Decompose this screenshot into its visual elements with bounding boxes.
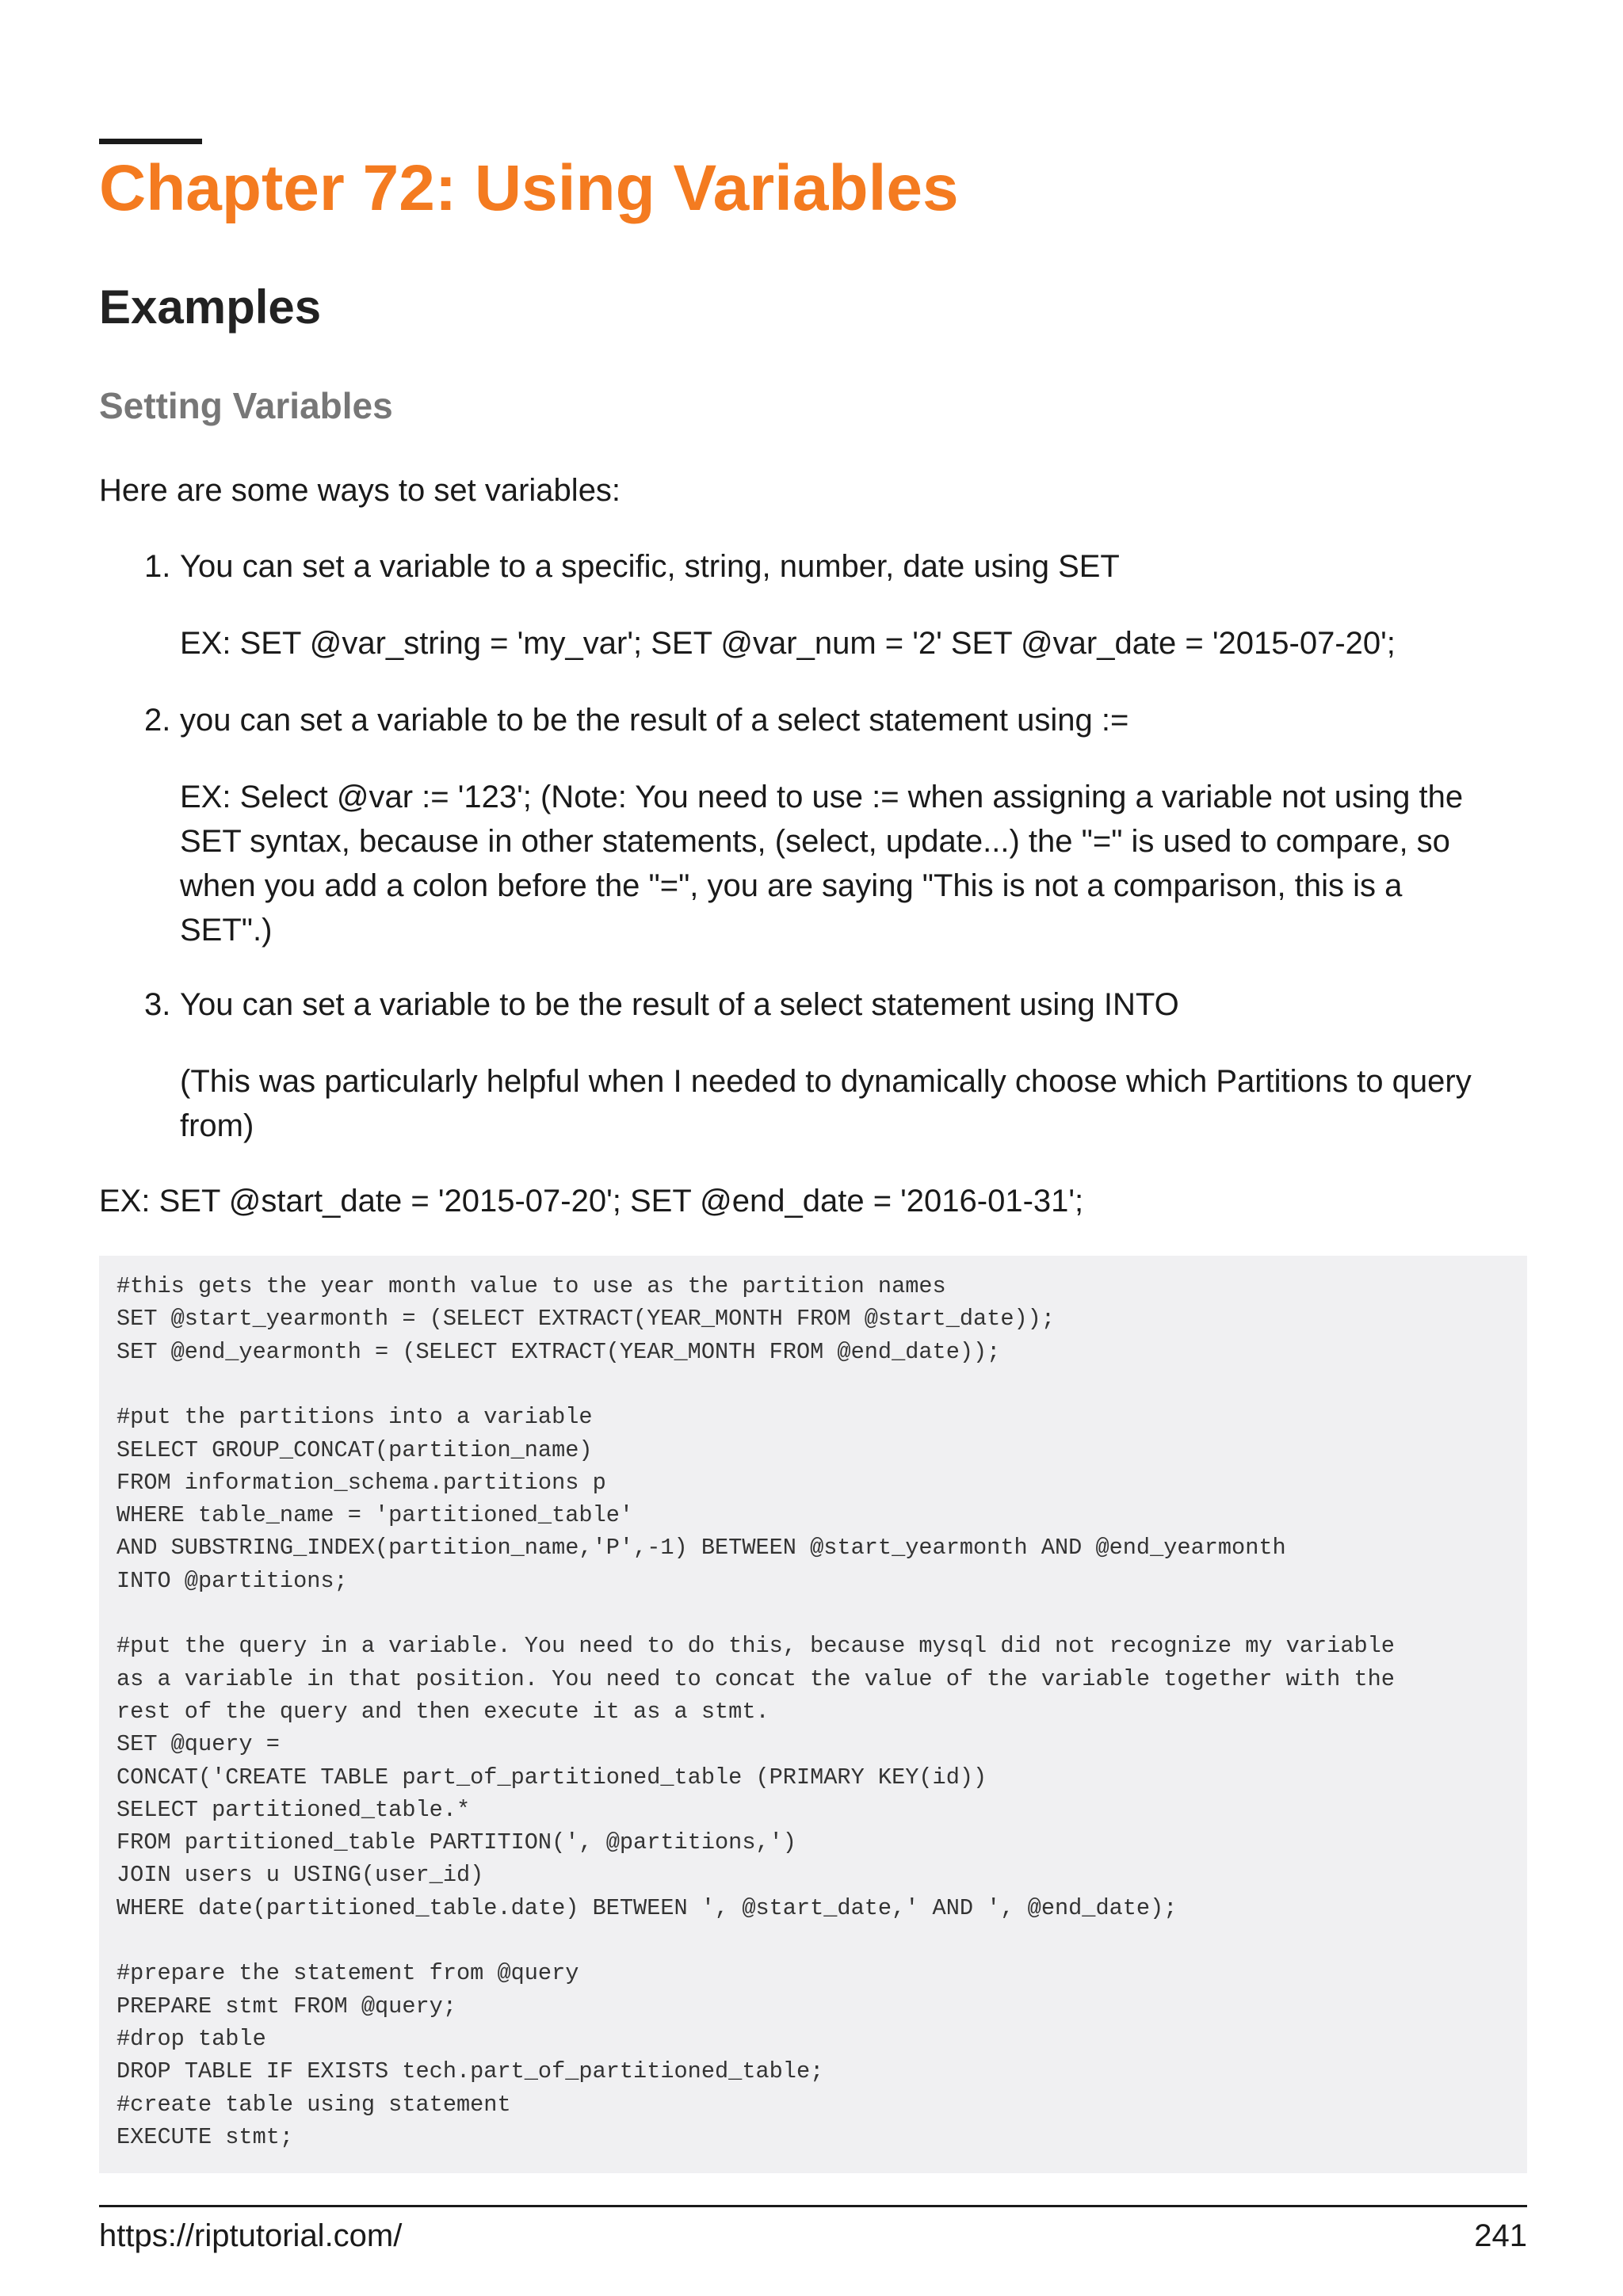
footer-rule: [99, 2205, 1527, 2207]
code-line: PREPARE stmt FROM @query;: [116, 1993, 456, 2019]
code-line: #this gets the year month value to use as the partition names: [116, 1273, 946, 1299]
list-item-example-line: EX: Select @var := '123'; (Note: You need to use := when assigning a variable not using the: [180, 780, 1464, 814]
list-item-note-line: (This was particularly helpful when I needed to dynamically choose which Partitions to query: [180, 1064, 1472, 1099]
page-number: 241: [1474, 2218, 1527, 2253]
chapter-title: Chapter 72: Using Variables: [99, 152, 959, 224]
code-line: SET @query =: [116, 1731, 280, 1758]
subsection-title: Setting Variables: [99, 385, 393, 426]
list-item-example-line: SET syntax, because in other statements, (select, update...) the "=" is used to compare, so: [180, 824, 1450, 859]
code-line: SET @start_yearmonth = (SELECT EXTRACT(YEAR_MONTH FROM @start_date));: [116, 1306, 1055, 1333]
list-item-text: you can set a variable to be the result of a select statement using :=: [180, 703, 1129, 738]
code-line: CONCAT('CREATE TABLE part_of_partitioned_table (PRIMARY KEY(id)): [116, 1764, 987, 1791]
list-item-number: 1.: [144, 549, 171, 584]
list-item-text: You can set a variable to be the result of a select statement using INTO: [180, 987, 1179, 1022]
code-line: SELECT GROUP_CONCAT(partition_name): [116, 1436, 593, 1463]
code-line: rest of the query and then execute it as a stmt.: [116, 1698, 769, 1725]
code-line: SET @end_yearmonth = (SELECT EXTRACT(YEAR_MONTH FROM @end_date));: [116, 1338, 1001, 1365]
list-item-example-line: when you add a colon before the "=", you are saying "This is not a comparison, this is a: [180, 868, 1403, 903]
code-line: SELECT partitioned_table.*: [116, 1796, 471, 1823]
code-line: #prepare the statement from @query: [116, 1960, 579, 1987]
code-line: #put the query in a variable. You need to do this, because mysql did not recognize my variable: [116, 1633, 1395, 1660]
code-line: FROM information_schema.partitions p: [116, 1469, 606, 1496]
code-block: [99, 1256, 1527, 2173]
list-item-text: You can set a variable to a specific, string, number, date using SET: [180, 549, 1120, 584]
intro-paragraph: Here are some ways to set variables:: [99, 473, 621, 508]
final-example: EX: SET @start_date = '2015-07-20'; SET @end_date = '2016-01-31';: [99, 1184, 1084, 1219]
list-item-number: 3.: [144, 987, 171, 1022]
code-line: as a variable in that position. You need to concat the value of the variable together with the: [116, 1665, 1395, 1692]
code-line: #create table using statement: [116, 2091, 511, 2118]
code-line: #drop table: [116, 2025, 266, 2052]
code-line: INTO @partitions;: [116, 1567, 348, 1594]
section-title: Examples: [99, 280, 322, 334]
list-item-example-line: SET".): [180, 913, 273, 948]
chapter-rule: [99, 139, 202, 144]
code-line: #put the partitions into a variable: [116, 1404, 593, 1431]
list-item-note-line: from): [180, 1108, 254, 1143]
code-line: AND SUBSTRING_INDEX(partition_name,'P',-1) BETWEEN @start_yearmonth AND @end_yearmonth: [116, 1535, 1286, 1562]
list-item-example: EX: SET @var_string = 'my_var'; SET @var_num = '2' SET @var_date = '2015-07-20';: [180, 626, 1396, 661]
footer-url-link[interactable]: https://riptutorial.com/: [99, 2218, 403, 2253]
code-line: WHERE table_name = 'partitioned_table': [116, 1502, 634, 1529]
code-line: EXECUTE stmt;: [116, 2123, 294, 2150]
code-line: WHERE date(partitioned_table.date) BETWEEN ', @start_date,' AND ', @end_date);: [116, 1894, 1178, 1921]
code-line: DROP TABLE IF EXISTS tech.part_of_partitioned_table;: [116, 2058, 824, 2085]
list-item-number: 2.: [144, 703, 171, 738]
code-line: FROM partitioned_table PARTITION(', @partitions,'): [116, 1829, 796, 1856]
code-line: JOIN users u USING(user_id): [116, 1862, 484, 1889]
